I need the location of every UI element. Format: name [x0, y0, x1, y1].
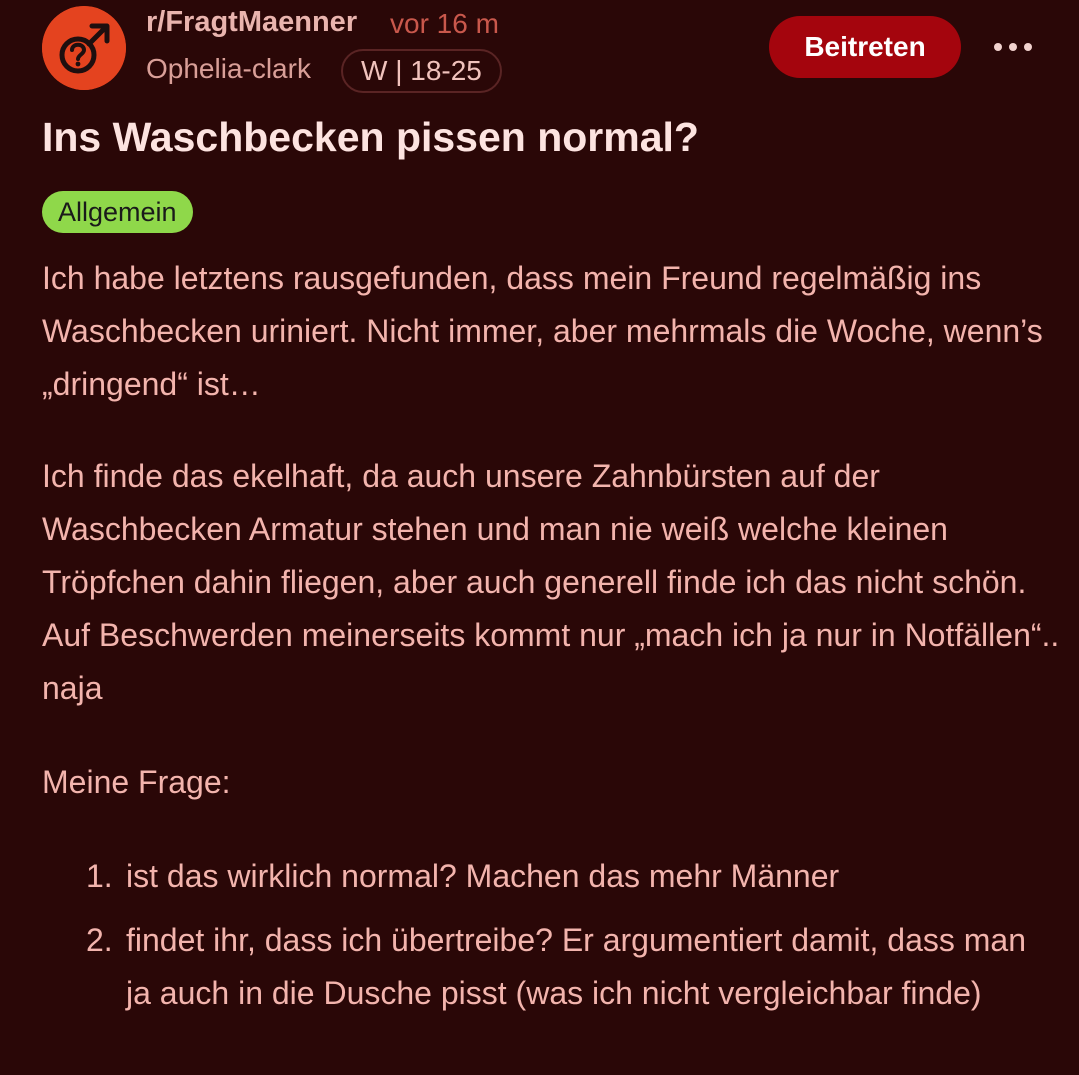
post-flair[interactable]: Allgemein [42, 191, 193, 233]
user-flair: W | 18-25 [341, 49, 502, 93]
author-name[interactable]: Ophelia-clark [146, 53, 311, 84]
question-list [42, 850, 1042, 1020]
list-number: 2. [86, 922, 113, 958]
post-title: Ins Waschbecken pissen normal? [42, 114, 699, 160]
more-options-icon[interactable] [990, 30, 1036, 66]
list-item [42, 914, 1042, 1020]
post-paragraph: Ich finde das ekelhaft, da auch unsere Zahnbürsten auf der Waschbecken Armatur stehen und man nie weiß welche kleinen Tröpfchen dahin fliegen, aber auch generell finde ich das nicht schön. Auf Beschwerden meinerseits kommt nur „mach ich ja nur in Notfällen“.. naja [42, 458, 1060, 706]
male-question-icon [42, 6, 126, 90]
list-item-text: ist das wirklich normal? Machen das mehr Männer [126, 858, 840, 894]
post-paragraph: Meine Frage: [42, 764, 231, 800]
list-number: 1. [86, 858, 113, 894]
post-header [0, 0, 1079, 100]
post-time: vor 16 m [390, 8, 499, 39]
list-item-text: findet ihr, dass ich übertreibe? Er argumentiert damit, dass man ja auch in die Dusche pisst (was ich nicht vergleichbar finde) [126, 922, 1026, 1011]
subreddit-name[interactable]: r/FragtMaenner [146, 6, 358, 38]
join-button[interactable]: Beitreten [769, 16, 961, 78]
subreddit-avatar[interactable] [42, 6, 126, 90]
post-paragraph: Ich habe letztens rausgefunden, dass mein Freund regelmäßig ins Waschbecken uriniert. Nicht immer, aber mehrmals die Woche, wenn’s „dringend“ ist… [42, 260, 1043, 402]
list-item [42, 850, 1042, 903]
